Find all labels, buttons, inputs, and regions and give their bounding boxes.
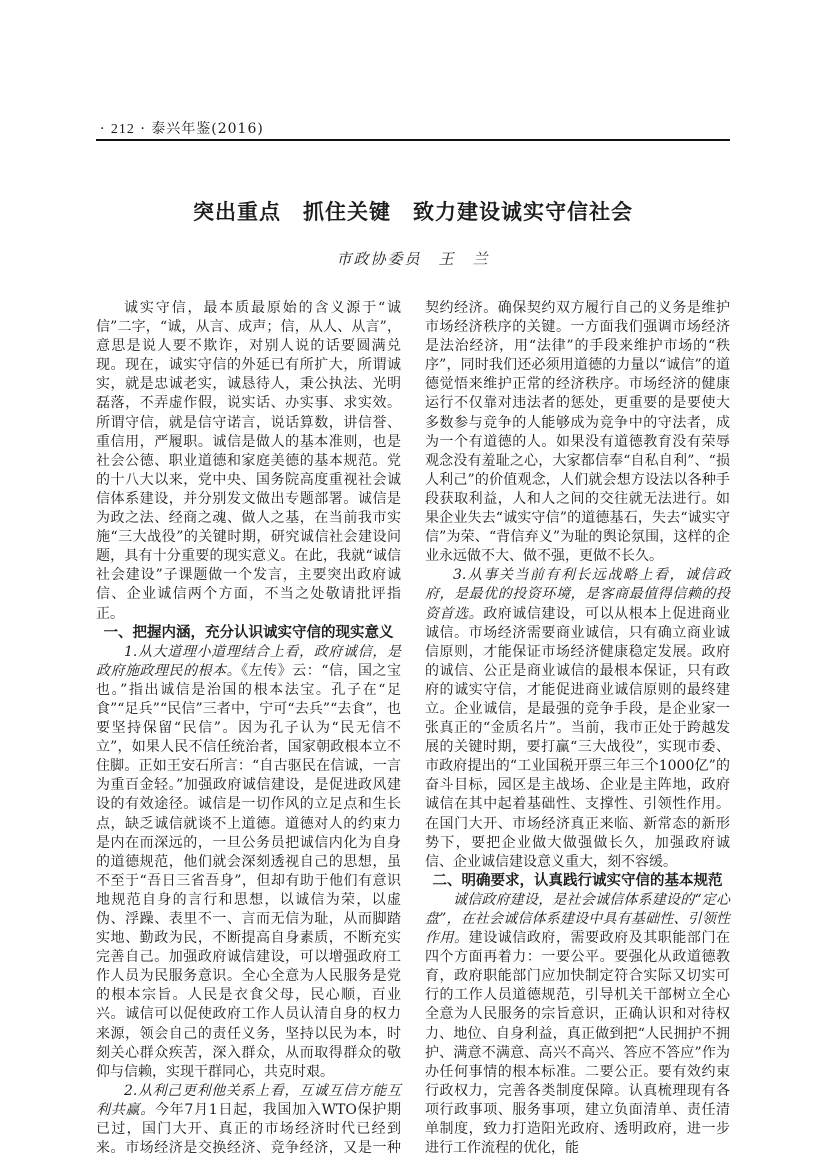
page-content: [96, 0, 730, 1169]
section-heading: 一、把握内涵，充分认识诚实守信的现实意义: [103, 624, 394, 641]
lead-sentence: 1.从大道理小道理结合上看，政府诚信，是政府施政理民的根本。: [96, 643, 401, 679]
article-body: [96, 299, 730, 1158]
header-rule: [96, 139, 730, 141]
section-heading: 二、明确要求，认真践行诚实守信的基本规范: [432, 872, 723, 889]
paragraph: [96, 299, 401, 624]
lead-sentence: 2.从利己更利他关系上看，互诚互信方能互利共赢。: [96, 1082, 401, 1118]
lead-sentence: 诚信政府建设，是社会诚信体系建设的“定心盘”，在社会诚信体系建设中具有基础性、引领性作用。: [425, 891, 730, 947]
paragraph: [425, 891, 730, 1158]
article-byline: 市政协委员 王 兰: [336, 250, 490, 268]
page-number: 212: [110, 122, 135, 137]
paragraph: [425, 566, 730, 872]
body-text: 政府诚信建设，可以从根本上促进商业诚信。市场经济需要商业诚信，只有确立商业诚信原则，才能保证市场经济健康稳定发展。政府的诚信、公正是商业诚信的最根本保证，只有政府的诚实守信，才能促进商业诚信原则的最终建立。企业诚信，是最强的竞争手段，是企业家一张真正的“金质名片”。当前，我市正处于跨越发展的关键时期，要打赢“三大战役”，实现市委、市政府提出的“工业国税开票三年三个1000亿”的奋斗目标，园区是主战场、企业是主阵地，政府诚信在其中起着基础性、支撑性、引领性作用。在国门大开、市场经济真正来临、新常态的新形势下，要把企业做大做强做长久，加强政府诚信、企业诚信建设意义重大，刻不容缓。: [425, 605, 731, 870]
paragraph: [96, 643, 401, 1082]
body-text: 《左传》云：“信，国之宝也。”指出诚信是治国的根本法宝。孔子在“足食”“足兵”“民信”三者中，宁可“去兵”“去食”，也要坚持保留“民信”。因为孔子认为“民无信不立”，如果人民不信任统治者，国家朝政根本立不住脚。正如王安石所言：“自古驱民在信诚，一言为重百金轻。”加强政府诚信建设，是促进政风建设的有效途径。诚信是一切作风的立足点和生长点，缺乏诚信就谈不上道德。道德对人的约束力是内在而深远的，一旦公务员把诚信内化为自身的道德规范，他们就会深刻透视自己的思想，虽不至于“吾日三省吾身”，但却有助于他们有意识地规范自身的言行和思想，以诚信为荣，以虚伪、浮躁、表里不一、言而无信为耻，从而脚踏实地、勤政为民，不断提高自身素质，不断充实完善自己。加强政府诚信建设，可以增强政府工作人员为民服务意识。全心全意为人民服务是党的根本宗旨。人民是衣食父母，民心顺，百业兴。诚信可以促使政府工作人员认清自身的权力来源，领会自己的责任义务，坚持以民为本，时刻关心群众疾苦，深入群众，从而取得群众的敬仰与信赖，实现干群同心，共克时艰。: [96, 662, 401, 1080]
lead-sentence: 3.从事关当前有利长远战略上看，诚信政府，是最优的投资环境，是客商最值得信赖的投资首选。: [425, 567, 730, 622]
running-head: [100, 118, 264, 138]
page-marker-left: ·: [100, 121, 106, 137]
page-marker-right: ·: [140, 121, 146, 137]
article-title: 突出重点 抓住关键 致力建设诚实守信社会: [193, 200, 633, 224]
body-text: 诚实守信，最本质最原始的含义源于“诚信”二字，“诚，从言、成声；信，从人、从言”，意思是说人要不欺诈，对别人说的话要圆满兑现。现在，诚实守信的外延已有所扩大，所谓诚实，就是忠诚老实，诚恳待人，秉公执法、光明磊落，不弄虚作假，说实话、办实事、求实效。所谓守信，就是信守诺言，说话算数，讲信誉、重信用，严履职。诚信是做人的基本准则，也是社会公德、职业道德和家庭美德的基本规范。党的十八大以来，党中央、国务院高度重视社会诚信体系建设，并分别发文做出专题部署。诚信是为政之法、经商之魂、做人之基，在当前我市实施“三大战役”的关键时期，研究诚信社会建设问题，具有十分重要的现实意义。在此，我就“诚信社会建设”子课题做一个发言，主要突出政府诚信、企业诚信两个方面，不当之处敬请批评指正。: [96, 300, 401, 622]
body-text: 建设诚信政府，需要政府及其职能部门在四个方面再着力：一要公平。要强化从政道德教育，政府职能部门应加快制定符合实际又切实可行的工作人员道德规范，引导机关干部树立全心全意为人民服务的宗旨意识，正确认识和对待权力、地位、自身利益，真正做到把“人民拥护不拥护、满意不满意、高兴不高兴、答应不答应”作为办任何事情的根本标准。二要公正。要有效约束行政权力，完善各类制度保障。认真梳理现有各项行政事项、服务事项，建立负面清单、责任清单制度，致力打造阳光政府、透明政府，进一步进行工作流程的优化，能: [425, 930, 731, 1157]
body-text: 今年7月1日起，我国加入WTO保护期已过，国门大开、真正的市场经济时代已经到来。市场经济是交换经济、竞争经济，又是一种契约经济。确保契约双方履行自己的义务是维护市场经济秩序的关键。一方面我们强调市场经济是法治经济，用“法律”的手段来维护市场的“秩序”，同时我们还必须用道德的力量以“诚信”的道德觉悟来维护正常的经济秩序。市场经济的健康运行不仅靠对违法者的惩处，更重要的是要使大多数参与竞争的人能够成为竞争中的守法者，成为一个有道德的人。如果没有道德教育没有荣辱观念没有羞耻之心，大家都信奉“自私自利”、“损人利己”的价值观念，人们就会想方设法以各种手段获取利益，人和人之间的交往就无法进行。如果企业失去“诚实守信”的道德基石，失去“诚实守信”为荣、“背信弃义”为耻的舆论氛围，这样的企业永远做不大、做不强，更做不长久。: [96, 300, 730, 1157]
book-title: 泰兴年鉴(2016): [151, 121, 264, 137]
